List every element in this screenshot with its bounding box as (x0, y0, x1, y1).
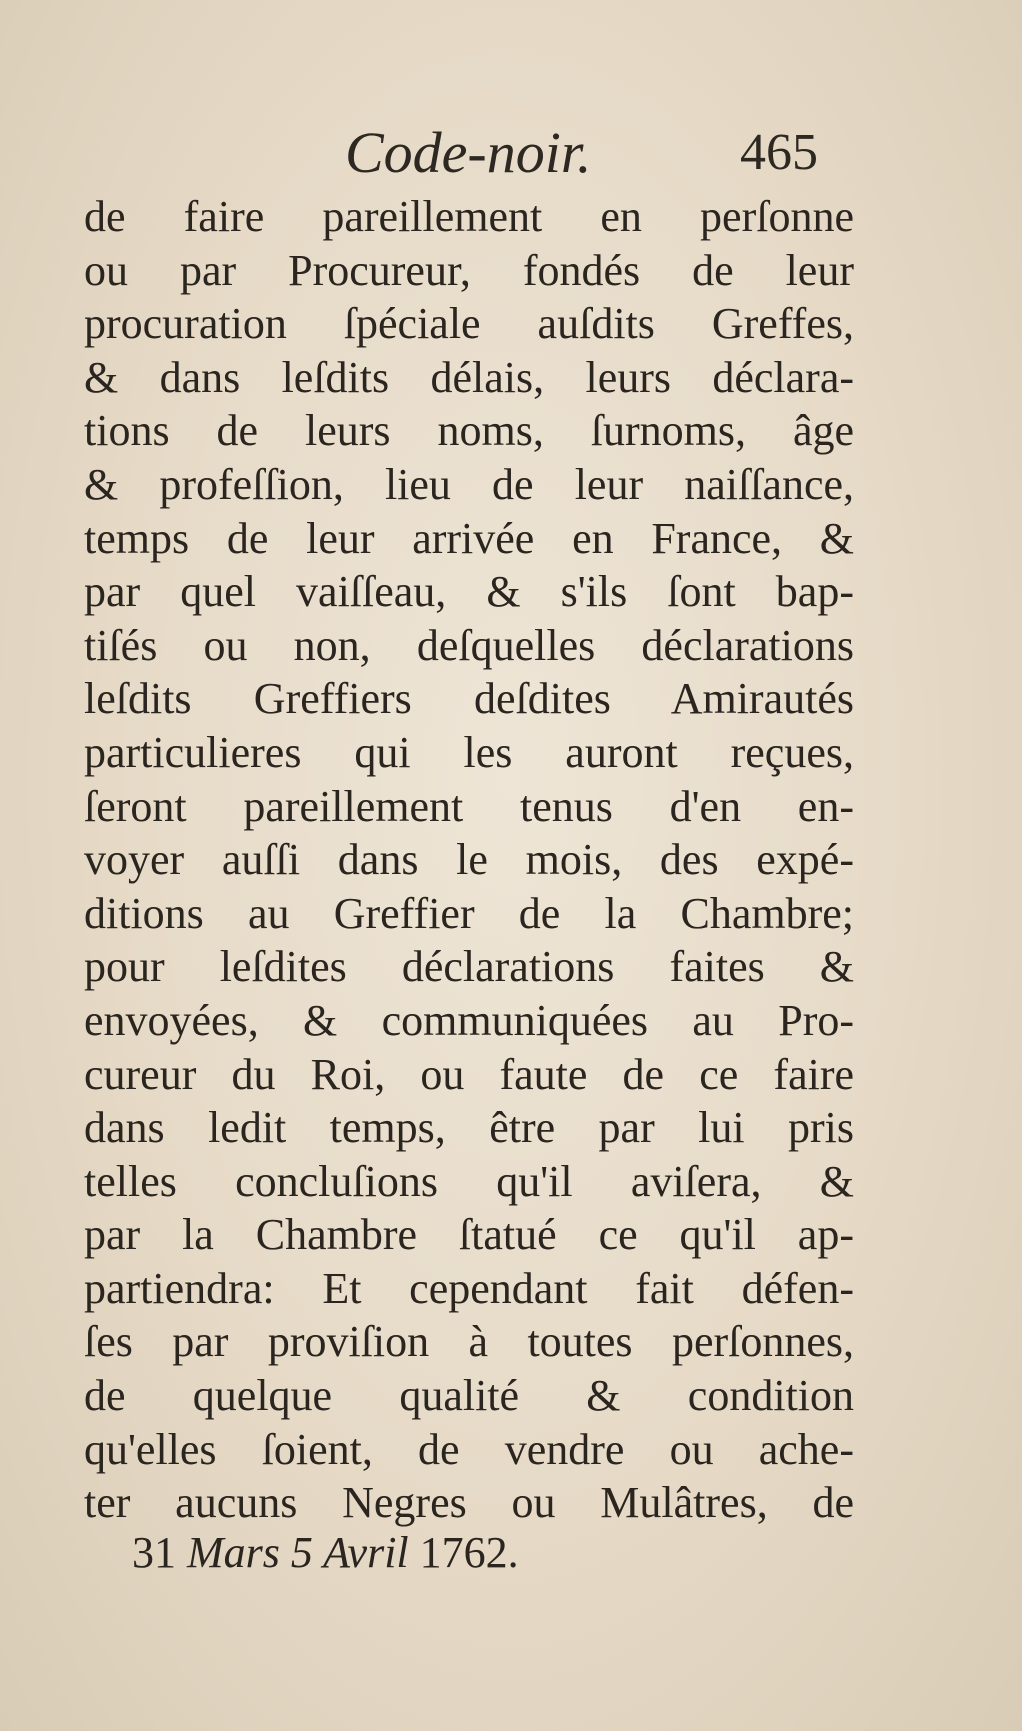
text-line: qu'elles ſoient, de vendre ou ache- (84, 1424, 854, 1474)
text-line: tions de leurs noms, ſurnoms, âge (84, 406, 854, 456)
date-footer (132, 1525, 519, 1581)
body-text (84, 190, 854, 1530)
text-line: par quel vaiſſeau, & s'ils ſont bap- (84, 567, 854, 617)
text-line: ſeront pareillement tenus d'en en- (84, 781, 854, 831)
text-line: voyer auſſi dans le mois, des expé- (84, 835, 854, 885)
text-line: dans ledit temps, être par lui pris (84, 1103, 854, 1153)
footer-year: 1762. (419, 1528, 519, 1577)
text-line: partiendra: Et cependant fait défen- (84, 1263, 854, 1313)
text-line: temps de leur arrivée en France, & (84, 513, 854, 563)
text-line: leſdits Greffiers deſdites Amirautés (84, 674, 854, 724)
text-line: ditions au Greffier de la Chambre; (84, 888, 854, 938)
footer-dates: Mars 5 Avril (187, 1528, 409, 1577)
page-number: 465 (740, 124, 818, 181)
text-line: pour leſdites déclarations faites & (84, 942, 854, 992)
text-line: ſes par proviſion à toutes perſonnes, (84, 1317, 854, 1367)
text-line: de quelque qualité & condition (84, 1371, 854, 1421)
footer-day: 31 (132, 1528, 176, 1577)
text-line: & profeſſion, lieu de leur naiſſance, (84, 459, 854, 509)
text-line: cureur du Roi, ou faute de ce faire (84, 1049, 854, 1099)
running-head (0, 118, 1022, 188)
text-line: envoyées, & communiquées au Pro- (84, 995, 854, 1045)
text-line: telles concluſions qu'il aviſera, & (84, 1156, 854, 1206)
text-line: par la Chambre ſtatué ce qu'il ap- (84, 1210, 854, 1260)
text-line: & dans leſdits délais, leurs déclara- (84, 352, 854, 402)
text-line: ou par Procureur, fondés de leur (84, 245, 854, 295)
text-line: procuration ſpéciale auſdits Greffes, (84, 299, 854, 349)
running-title: Code-noir. (345, 120, 592, 185)
text-line: de faire pareillement en perſonne (84, 192, 854, 241)
text-line: particulieres qui les auront reçues, (84, 727, 854, 777)
text-line: ter aucuns Negres ou Mulâtres, de (84, 1478, 854, 1528)
text-line: tiſés ou non, deſquelles déclarations (84, 620, 854, 670)
